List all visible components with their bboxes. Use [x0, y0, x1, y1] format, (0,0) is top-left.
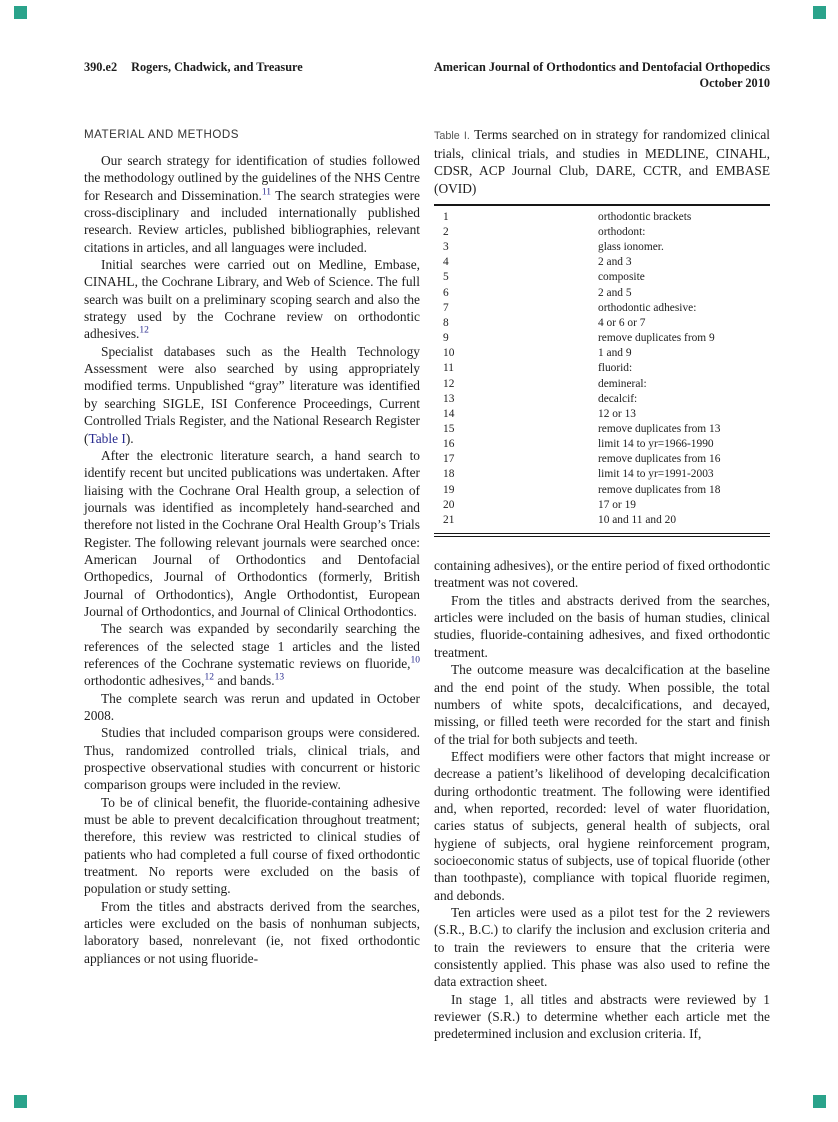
table-row [434, 361, 770, 376]
table-caption-text: Terms searched on in strategy for randomized clinical trials, clinical trials, and studies in MEDLINE, CINAHL, CDSR, ACP Journal Club, DARE, CCTR, and EMBASE (OVID) [434, 127, 770, 196]
search-term: orthodontic brackets [598, 210, 692, 223]
search-term: remove duplicates from 16 [598, 453, 721, 466]
section-heading: MATERIAL AND METHODS [84, 128, 239, 141]
text-run: Studies that included comparison groups were considered. Thus, randomized controlled trials, clinical trials, and prospective observational studies with concurrent or historic comparison groups were included in the review. [84, 725, 420, 793]
journal-title: American Journal of Orthodontics and Dentofacial Orthopedics [433, 60, 770, 74]
paragraph [84, 898, 420, 967]
table-row [434, 498, 770, 513]
search-line-number: 17 [443, 453, 455, 466]
text-run: orthodontic adhesives, [84, 673, 205, 689]
citation-ref[interactable]: 12 [139, 325, 149, 336]
search-term: orthodontic adhesive: [598, 301, 697, 314]
search-term: remove duplicates from 13 [598, 423, 721, 435]
search-term: composite [598, 271, 645, 284]
search-term: 4 or 6 or 7 [598, 316, 646, 329]
search-line-number: 14 [443, 407, 455, 420]
text-run: containing adhesives), or the entire period of fixed orthodontic treatment was not covered. [434, 558, 770, 591]
search-line-number: 4 [443, 256, 449, 269]
paragraph [84, 690, 420, 725]
right-column [434, 126, 770, 1043]
search-line-number: 19 [443, 483, 455, 496]
search-line-number: 18 [443, 468, 455, 481]
table-caption [434, 126, 770, 197]
citation-ref[interactable]: 13 [274, 672, 285, 683]
search-term: 2 and 3 [598, 256, 632, 269]
search-line-number: 16 [443, 438, 455, 451]
text-run: From the titles and abstracts derived from the searches, articles were excluded on the basis of nonhuman subjects, laboratory based, nonrelevant (ie, not fixed orthodontic appliances or not using fluoride- [84, 898, 420, 966]
paragraph [434, 904, 770, 991]
search-line-number: 3 [443, 241, 449, 254]
table-row [434, 483, 770, 498]
search-term: decalcif: [598, 392, 638, 405]
table-label: Table I. [434, 130, 470, 142]
search-term: 12 or 13 [598, 407, 636, 420]
search-line-number: 12 [443, 377, 455, 390]
page-number: 390.e2 [84, 60, 118, 74]
search-term: 10 and 11 and 20 [598, 513, 677, 526]
text-run: The search was expanded by secondarily searching the references of the selected stage 1 articles and the listed references of the Cochrane systematic reviews on fluoride, [84, 621, 420, 671]
text-run: The complete search was rerun and updated in October 2008. [84, 690, 420, 723]
text-run: Ten articles were used as a pilot test for the 2 reviewers (S.R., B.C.) to clarify the inclusion and exclusion criteria and to train the reviewers to ensure that the criteria were consistently applied. This phase was also used to refine the data extraction sheet. [434, 904, 770, 990]
search-line-number: 21 [443, 513, 455, 526]
text-run: In stage 1, all titles and abstracts were reviewed by 1 reviewer (S.R.) to determine whether each article met the predetermined inclusion and exclusion criteria. If, [434, 991, 770, 1042]
table-row [434, 255, 770, 270]
search-term: remove duplicates from 18 [598, 483, 721, 496]
search-term: 2 and 5 [598, 286, 632, 299]
text-run: Our search strategy for identification of studies followed the methodology outlined by the guidelines of the NHS Centre for Research and Dissemination. [84, 153, 420, 203]
search-line-number: 9 [443, 332, 449, 345]
paragraph [84, 343, 420, 447]
search-line-number: 15 [443, 423, 455, 435]
table-row [434, 346, 770, 361]
text-run: The outcome measure was decalcification at the baseline and the end point of the study. When possible, the total numbers of white spots, decalcifications, and decayed, missing, or filled teeth were recorded for the start and finish of the trial for both subjects and teeth. [434, 662, 770, 747]
text-run: From the titles and abstracts derived from the searches, articles were included on the basis of human studies, clinical studies, fluoride-containing adhesives, and fixed orthodontic treatment. [434, 592, 770, 660]
search-line-number: 2 [443, 225, 449, 238]
table-row [434, 513, 770, 528]
article-body [84, 126, 770, 1043]
table-row [434, 452, 770, 467]
citation-ref[interactable]: 12 [204, 672, 214, 683]
table-row [434, 286, 770, 301]
search-term: remove duplicates from 9 [598, 332, 715, 345]
search-line-number: 20 [443, 498, 455, 511]
paragraph [84, 447, 420, 620]
paragraph [434, 661, 770, 748]
search-line-number: 10 [443, 347, 455, 360]
search-terms-table [434, 204, 770, 537]
table-row [434, 316, 770, 331]
search-term: limit 14 to yr=1991-2003 [598, 468, 714, 481]
search-term: limit 14 to yr=1966-1990 [598, 438, 714, 451]
paragraph [434, 592, 770, 661]
table-1 [434, 126, 770, 537]
running-head [84, 60, 770, 91]
table-row [434, 377, 770, 392]
text-run: To be of clinical benefit, the fluoride-containing adhesive must be able to prevent decalcification throughout treatment; therefore, this review was restricted to clinical studies of patients who had completed a full course of fixed orthodontic treatment. No reports were excluded on the basis of population or study setting. [84, 794, 420, 897]
text-run: ). [125, 430, 134, 446]
running-head-right [434, 60, 770, 91]
table-link[interactable]: Table I [88, 430, 126, 446]
paragraph [84, 152, 420, 256]
text-run: and bands. [214, 673, 275, 689]
text-run: After the electronic literature search, a hand search to identify recent but uncited publications was undertaken. After liaising with the Cochrane Oral Health group, a selection of journals was identified as incompletely hand-searched and therefore not listed in the Cochrane Oral Health Group’s Trials Register. The following relevant journals were searched once: American Journal of Orthodontics and Dentofacial Orthopedics, Journal of Orthodontics (formerly, British Journal of Orthodontics), Angle Orthodontist, European Journal of Orthodontics, and Journal of Clinical Orthodontics. [84, 447, 420, 619]
text-run: Specialist databases such as the Health Technology Assessment were also searched by using appropriately modified terms. Unpublished “gray” literature was identified by searching SIGLE, ISI Conference Proceedings, Current Controlled Trials Register, and the National Research Register ( [84, 343, 420, 446]
table-row [434, 392, 770, 407]
table-row [434, 331, 770, 346]
table-row [434, 467, 770, 482]
right-paragraphs [434, 557, 770, 1043]
corner-marker [14, 1095, 27, 1108]
search-term: orthodont: [598, 225, 646, 238]
search-term: 17 or 19 [598, 498, 636, 511]
table-row [434, 270, 770, 285]
paragraph [434, 991, 770, 1043]
citation-ref[interactable]: 11 [261, 187, 272, 198]
corner-marker [813, 1095, 826, 1108]
authors: Rogers, Chadwick, and Treasure [131, 60, 303, 74]
running-head-left [84, 60, 303, 76]
search-term: glass ionomer. [598, 241, 664, 254]
corner-marker [14, 6, 27, 19]
text-run: Initial searches were carried out on Medline, Embase, CINAHL, the Cochrane Library, and Web of Science. The full search was built on a preliminary scoping search and also the strategy used by the Cochrane review on orthodontic adhesives. [84, 257, 420, 342]
issue-date: October 2010 [699, 75, 770, 90]
left-paragraphs [84, 152, 420, 967]
search-line-number: 6 [443, 286, 449, 299]
search-line-number: 8 [443, 316, 449, 329]
search-line-number: 11 [443, 362, 454, 375]
table-row [434, 437, 770, 452]
table-row [434, 407, 770, 422]
search-term: fluorid: [598, 362, 633, 375]
paragraph [84, 620, 420, 689]
paragraph [434, 557, 770, 592]
table-row [434, 210, 770, 225]
table-row [434, 225, 770, 240]
left-column [84, 126, 420, 1043]
corner-marker [813, 6, 826, 19]
table-row [434, 422, 770, 437]
table-row [434, 240, 770, 255]
text-run: The search strategies were cross-disciplinary and included internationally published research. Review articles, published bibliographies, relevant citations in articles, and all languages were included. [84, 187, 420, 255]
search-line-number: 13 [443, 392, 455, 405]
search-line-number: 5 [443, 271, 449, 284]
search-term: demineral: [598, 377, 647, 390]
paragraph [84, 256, 420, 343]
search-term: 1 and 9 [598, 347, 632, 360]
paragraph [84, 724, 420, 793]
citation-ref[interactable]: 10 [410, 655, 420, 666]
paragraph [434, 748, 770, 904]
table-row [434, 301, 770, 316]
search-line-number: 1 [443, 210, 449, 223]
text-run: Effect modifiers were other factors that might increase or decrease a patient’s likelihood of developing decalcification during orthodontic treatment. The following were identified and, when reported, recorded: level of water fluoridation, caries status of subjects, general health of subjects, oral hygiene of subjects, oral hygiene reinforcement program, socioeconomic status of subjects, use of topical fluoride (other than toothpaste), compliance with topical fluoride regimen, and debonds. [434, 748, 770, 903]
search-line-number: 7 [443, 301, 449, 314]
paragraph [84, 794, 420, 898]
